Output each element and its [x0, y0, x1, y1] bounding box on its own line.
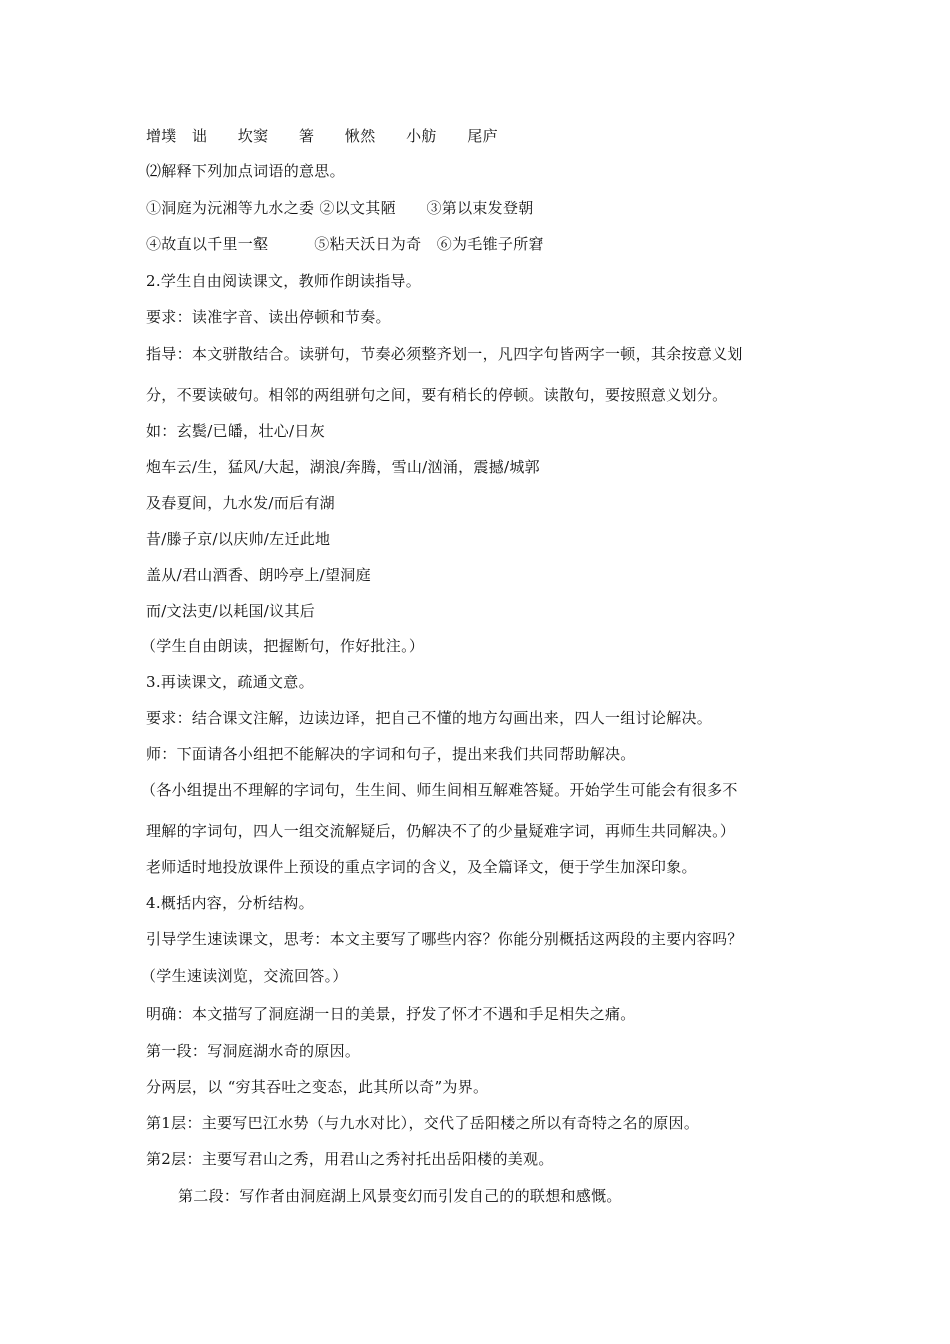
paragraph-line: 第一段：写洞庭湖水奇的原因。 [146, 1042, 361, 1060]
section-heading: 3.再读课文，疏通文意。 [146, 673, 314, 691]
paragraph-line: 分，不要读破句。相邻的两组骈句之间，要有稍长的停顿。读散句，要按照意义划分。 [146, 386, 728, 404]
vocab-line: 增墣 诎 坎窦 箸 愀然 小舫 尾庐 [146, 127, 498, 145]
exercise-line: ④故直以千里一壑 ⑤粘天沃日为奇 ⑥为毛锥子所窘 [146, 235, 544, 253]
section-heading: 4.概括内容，分析结构。 [146, 894, 314, 912]
paragraph-line: 分两层，以 “穷其吞吐之变态，此其所以奇”为界。 [146, 1078, 489, 1096]
paragraph-line: （各小组提出不理解的字词句，生生间、师生间相互解难答疑。开始学生可能会有很多不 [141, 781, 738, 799]
paragraph-line: 指导：本文骈散结合。读骈句，节奏必须整齐划一，凡四字句皆两字一顿，其余按意义划 [146, 345, 743, 363]
paragraph-line: 要求：结合课文注解，边读边译，把自己不懂的地方勾画出来，四人一组讨论解决。 [146, 709, 713, 727]
example-line: 如：玄鬓/已皤，壮心/日灰 [146, 422, 326, 440]
paragraph-line: 明确：本文描写了洞庭湖一日的美景，抒发了怀才不遇和手足相失之痛。 [146, 1005, 636, 1023]
example-line: 昔/滕子京/以庆帅/左迁此地 [146, 530, 331, 548]
paragraph-line: 第2层：主要写君山之秀，用君山之秀衬托出岳阳楼的美观。 [146, 1150, 554, 1168]
paragraph-line: 第1层：主要写巴江水势（与九水对比），交代了岳阳楼之所以有奇特之名的原因。 [146, 1114, 700, 1132]
paragraph-line: 理解的字词句，四人一组交流解疑后，仍解决不了的少量疑难字词，再师生共同解决。） [146, 822, 736, 840]
example-line: 炮车云/生，猛风/大起，湖浪/奔腾，雪山/汹涌，震撼/城郭 [146, 458, 540, 476]
example-line: 盖从/君山酒香、朗吟亭上/望洞庭 [146, 566, 371, 584]
note-line: （学生速读浏览，交流回答。） [141, 967, 348, 985]
paragraph-line: 引导学生速读课文，思考：本文主要写了哪些内容？你能分别概括这两段的主要内容吗？ [146, 930, 743, 948]
section-heading: 2.学生自由阅读课文，教师作朗读指导。 [146, 272, 422, 290]
example-line: 而/文法吏/以耗国/议其后 [146, 602, 316, 620]
exercise-line: ①洞庭为沅湘等九水之委 ②以文其陋 ③第以束发登朝 [146, 199, 534, 217]
paragraph-line: 第二段：写作者由洞庭湖上风景变幻而引发自己的的联想和感慨。 [178, 1187, 622, 1205]
example-line: 及春夏间，九水发/而后有湖 [146, 494, 335, 512]
instruction-line: ⑵解释下列加点词语的意思。 [146, 162, 345, 180]
paragraph-line: 老师适时地投放课件上预设的重点字词的含义，及全篇译文，便于学生加深印象。 [146, 858, 697, 876]
note-line: （学生自由朗读，把握断句，作好批注。） [141, 637, 425, 655]
paragraph-line: 师：下面请各小组把不能解决的字词和句子，提出来我们共同帮助解决。 [146, 745, 636, 763]
paragraph-line: 要求：读准字音、读出停顿和节奏。 [146, 308, 391, 326]
